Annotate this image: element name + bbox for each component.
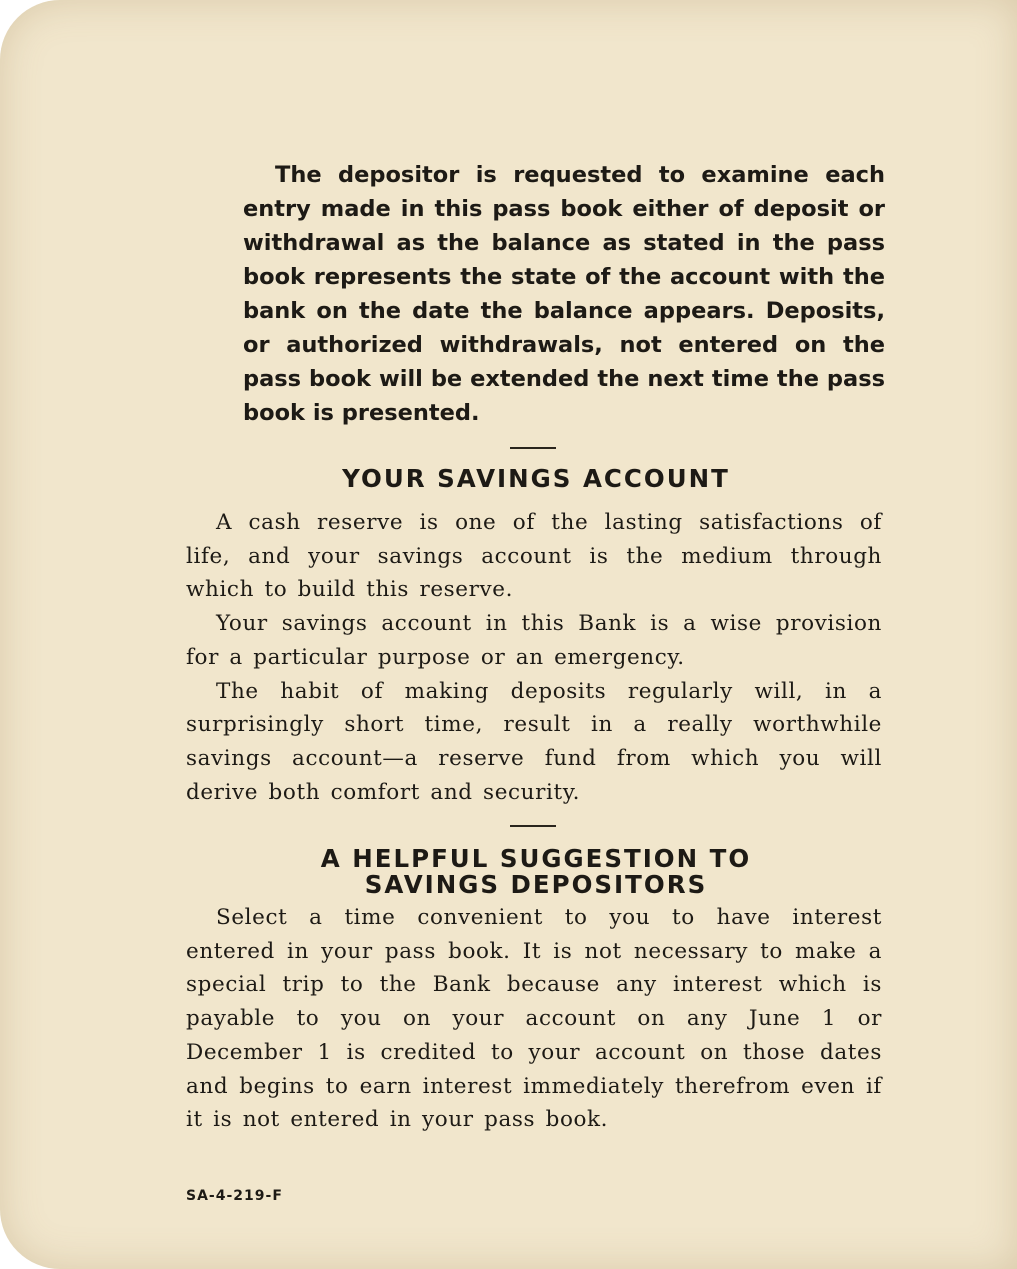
section-divider — [510, 825, 556, 827]
savings-paragraph-1: A cash reserve is one of the lasting satisfactions of life, and your savings account is the medium through which to build this reserve. — [186, 510, 882, 603]
depositor-notice — [243, 158, 885, 430]
suggestion-heading-line-2: SAVINGS DEPOSITORS — [364, 870, 708, 899]
section-divider — [510, 447, 556, 449]
savings-account-heading: YOUR SAVINGS ACCOUNT — [342, 464, 730, 493]
suggestion-paragraph-1: Select a time convenient to you to have interest entered in your pass book. It is not necessary to make a special trip to the Bank because any interest which is payable to you on your account on any June 1 or December 1 is credited to your account on those dates and begins to earn interest immediately therefrom even if it is not entered in your pass book. — [186, 905, 882, 1133]
suggestion-section — [186, 901, 882, 1137]
suggestion-heading — [186, 846, 886, 898]
form-code: SA-4-219-F — [186, 1188, 283, 1204]
savings-account-section — [186, 506, 882, 809]
depositor-notice-text: The depositor is requested to examine each entry made in this pass book either of deposit or withdrawal as the balance as stated in the pass book represents the state of the account with the bank on the date the balance appears. Deposits, or authorized withdrawals, not entered on the pass book will be extended the next time the pass book is presented. — [243, 162, 885, 426]
savings-paragraph-3: The habit of making deposits regularly will, in a surprisingly short time, result in a really worthwhile savings account—a reserve fund from which you will derive both comfort and security. — [186, 678, 882, 805]
suggestion-heading-line-1: A HELPFUL SUGGESTION TO — [320, 844, 752, 873]
savings-paragraph-2: Your savings account in this Bank is a wise provision for a particular purpose or an emergency. — [186, 611, 882, 670]
